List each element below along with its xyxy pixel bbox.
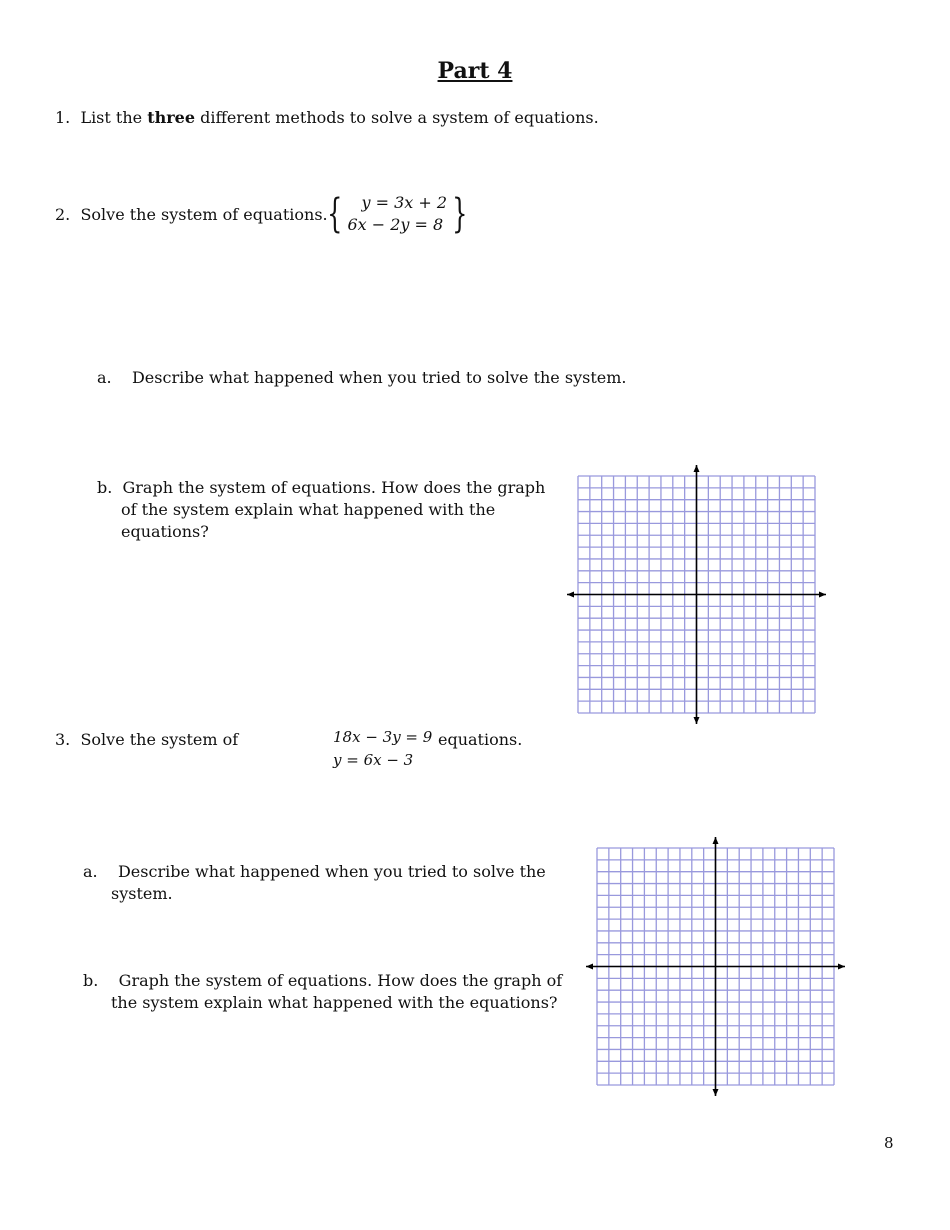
equation-1: 18x − 3y = 9	[333, 728, 433, 746]
question-3b-line-1: Graph the system of equations. How does the graph of	[118, 971, 563, 990]
equation-2: 6x − 2y = 8	[347, 215, 444, 234]
arrow-up-icon	[713, 837, 719, 844]
question-2b	[97, 477, 545, 543]
question-1-emphasis: three	[147, 108, 196, 127]
sub-label: b.	[97, 478, 113, 497]
question-1-suffix: different methods to solve a system of equations.	[200, 108, 599, 127]
system-of-equations-2	[333, 726, 432, 772]
question-2-text: Solve the system of equations.	[80, 205, 328, 224]
sub-label: a.	[97, 368, 112, 387]
question-1	[55, 108, 599, 127]
coordinate-grid-2	[584, 836, 849, 1098]
equation-1: y = 3x + 2	[361, 193, 448, 212]
question-number: 1.	[55, 108, 71, 127]
question-1-prefix: List the	[80, 108, 143, 127]
page-title: Part 4	[437, 58, 513, 84]
arrow-right-icon	[819, 592, 826, 598]
question-number: 2.	[55, 205, 71, 224]
arrow-left-icon	[567, 592, 574, 598]
question-2b-line-1: Graph the system of equations. How does the graph	[122, 478, 546, 497]
question-3a-line-1: Describe what happened when you tried to solve the	[117, 862, 546, 881]
question-2b-line-3: equations?	[121, 522, 209, 541]
equation-2: y = 6x − 3	[333, 751, 414, 769]
question-2a-text: Describe what happened when you tried to solve the system.	[131, 368, 627, 387]
question-2a	[97, 368, 626, 387]
system-of-equations-1	[322, 192, 472, 236]
page-number: 8	[884, 1134, 894, 1152]
arrow-right-icon	[838, 964, 845, 970]
question-3-text-before: Solve the system of	[80, 730, 239, 749]
arrow-up-icon	[694, 465, 700, 472]
coordinate-grid-1	[565, 464, 830, 726]
question-3a-line-2: system.	[111, 884, 173, 903]
question-3b	[83, 970, 562, 1014]
arrow-down-icon	[694, 717, 700, 724]
sub-label: a.	[83, 862, 98, 881]
question-3	[55, 730, 238, 749]
right-brace: }	[452, 191, 468, 237]
sub-label: b.	[83, 971, 99, 990]
arrow-down-icon	[713, 1089, 719, 1096]
arrow-left-icon	[586, 964, 593, 970]
question-3-text-after: equations.	[438, 730, 523, 749]
question-number: 3.	[55, 730, 71, 749]
question-2	[55, 205, 328, 224]
question-2b-line-2: of the system explain what happened with the	[121, 500, 496, 519]
question-3a	[83, 861, 546, 905]
left-brace: {	[327, 191, 343, 237]
question-3b-line-2: the system explain what happened with the equations?	[111, 993, 558, 1012]
